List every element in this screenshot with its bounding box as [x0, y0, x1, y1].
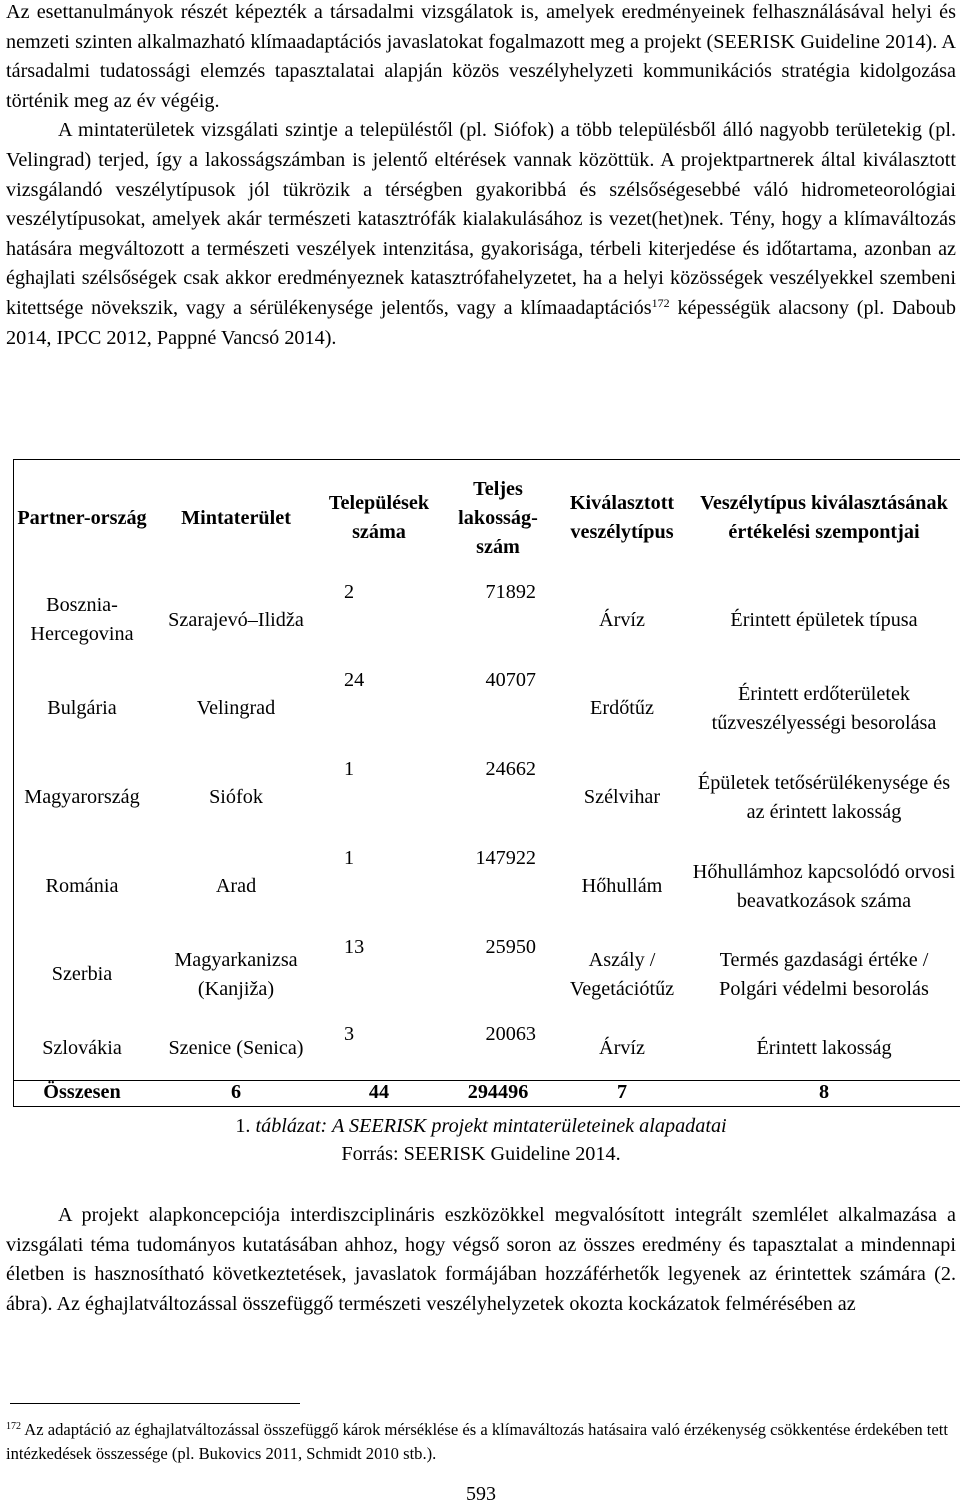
header-population: Teljes lakosság-szám [458, 477, 538, 558]
total-population: 294496 [467, 1081, 529, 1103]
cell-area: Magyarkanizsa (Kanjiža) [174, 948, 298, 1000]
cell-country: Szerbia [51, 963, 113, 985]
cell-settlements: 2 [344, 581, 355, 603]
footnote-separator [10, 1403, 300, 1404]
cell-hazard: Hőhullám [581, 875, 663, 897]
total-hazard: 7 [616, 1081, 628, 1103]
footnote [6, 1418, 956, 1466]
header-area: Mintaterület [181, 506, 291, 529]
table-caption [6, 1112, 956, 1168]
cell-area: Szarajevó–Ilidža [168, 608, 304, 631]
cell-hazard: Szélvihar [583, 786, 661, 808]
body-paragraph-3: A projekt alapkoncepciója interdiszciplináris eszközökkel megvalósított integrált szemlélet alkalmazása a vizsgálati téma tudományos kutatásában ahhoz, hogy végső soron az összes eredmény és tapasztalat a mindennapi életben is hasznosítható következtetések, javaslatok formájában hozzáférhetők legyenek az érintettek számára (2. ábra). Az éghajlatváltozással összefüggő természeti veszélyhelyzetek okozta kockázatok felmérésében az [6, 1204, 956, 1315]
cell-area: Szenice (Senica) [168, 1036, 304, 1059]
cell-hazard: Árvíz [599, 1036, 645, 1059]
header-hazard: Kiválasztott veszélytípus [569, 492, 675, 543]
cell-hazard: Aszály / Vegetációtűz [569, 948, 675, 1000]
caption-number: 1. [235, 1115, 251, 1137]
cell-hazard: Árvíz [599, 608, 645, 631]
table-header-row [8, 460, 958, 576]
cell-country: Magyarország [24, 786, 140, 808]
cell-population: 24662 [485, 758, 536, 780]
table-row [8, 753, 958, 842]
page-number: 593 [466, 1483, 496, 1505]
total-label: Összesen [43, 1081, 121, 1103]
cell-criteria: Hőhullámhoz kapcsolódó orvosi beavatkozások száma [692, 860, 956, 912]
cell-settlements: 13 [344, 936, 365, 958]
cell-criteria: Érintett erdőterületek tűzveszélyességi besorolása [711, 682, 937, 734]
cell-criteria: Termés gazdasági értéke / Polgári védelmi besorolás [719, 948, 929, 1000]
cell-country: Románia [45, 875, 119, 897]
sample-areas-table [8, 460, 958, 1107]
table-row [8, 842, 958, 931]
cell-criteria: Érintett épületek típusa [730, 608, 918, 631]
footnote-reference[interactable]: 172 [651, 295, 670, 310]
cell-area: Velingrad [196, 697, 276, 719]
table-row [8, 664, 958, 753]
table-row [8, 576, 958, 664]
cell-criteria: Érintett lakosság [756, 1036, 892, 1059]
table-row [8, 931, 958, 1018]
caption-source: Forrás: SEERISK Guideline 2014. [341, 1143, 621, 1165]
cell-area: Siófok [209, 786, 263, 808]
cell-area: Arad [215, 875, 257, 897]
cell-population: 147922 [475, 847, 536, 869]
cell-settlements: 3 [344, 1023, 355, 1045]
cell-population: 71892 [485, 581, 536, 603]
header-country: Partner-ország [17, 506, 147, 529]
total-criteria: 8 [818, 1081, 830, 1103]
footnote-text: Az adaptáció az éghajlatváltozással összefüggő károk mérséklése és a klímaváltozás hatásaira való érzékenység csökkentése érdekében tett intézkedések összessége (pl. Bukovics 2011, Schmidt 2010 stb.). [6, 1420, 948, 1463]
body-paragraph-2: A mintaterületek vizsgálati szintje a településtől (pl. Siófok) a több településből álló nagyobb területekig (pl. Velingrad) terjed, így a lakosságszámban is jelentő eltérések vannak közöttük. A projektpartnerek által kiválasztott vizsgálandó veszélytípusok jól tükrözik a térségben gyakoribbá és szélsőségesebbé váló hidrometeorológiai veszélytípusokat, amelyek akár természeti katasztrófák kialakulásához is vezet(het)nek. Tény, hogy a klímaváltozás hatására megváltozott a természeti veszélyek intenzitása, gyakorisága, térbeli kiterjedése és időtartama, azonban az éghajlati szélsőségek csak akkor eredményeznek katasztrófahelyzetet, ha a helyi közösségek veszélyekkel szembeni kitettsége növekszik, vagy a sérülékenysége jelentős, vagy a klímaadaptációs [6, 119, 956, 319]
cell-criteria: Épületek tetősérülékenysége és az érintett lakosság [697, 771, 951, 823]
caption-title: táblázat: A SEERISK projekt mintaterületeinek alapadatai [255, 1115, 727, 1137]
cell-settlements: 1 [344, 847, 355, 869]
cell-country: Szlovákia [42, 1036, 122, 1059]
cell-settlements: 1 [344, 758, 355, 780]
cell-hazard: Erdőtűz [590, 697, 654, 719]
header-criteria: Veszélytípus kiválasztásának értékelési szempontjai [700, 492, 948, 543]
cell-country: Bulgária [47, 697, 117, 719]
body-paragraph-1: Az esettanulmányok részét képezték a társadalmi vizsgálatok is, amelyek eredményeinek felhasználásával helyi és nemzeti szinten alkalmazható klímaadaptációs javaslatokat fogalmazott meg a projekt (SEERISK Guideline 2014). A társadalmi tudatossági elemzés tapasztalatai alapján közös veszélyhelyzeti kommunikációs stratégia kidolgozása történik meg az év végéig. A mintaterületek vizsgálati szintje a településtől (pl. Siófok) a több településből álló nagyobb területekig (pl. Velingrad) terjed, így a lakosságszámban is jelentő eltérések vannak közöttük. A projektpartnerek által kiválasztott vizsgálandó veszélytípusok jól tükrözik a térségben gyakoribbá és szélsőségesebbé váló hidrometeorológiai veszélytípusokat, amelyek akár természeti katasztrófák kialakulásához is vezet(het)nek. Tény, hogy a klímaváltozás hatására megváltozott a természeti veszélyek intenzitása, gyakorisága, térbeli kiterjedése és időtartama, azonban az éghajlati szélsőségek csak akkor eredményeznek katasztrófahelyzetet, ha a helyi közösségek veszélyekkel szembeni kitettsége növekszik, vagy a sérülékenysége jelentős, vagy a klímaadaptációs$^{172}$ képességük alacsony (pl. Daboub 2014, IPCC 2012, Pappné Vancsó 2014). [6, 1, 956, 349]
cell-settlements: 24 [344, 669, 365, 691]
total-area: 6 [230, 1081, 242, 1103]
footnote-number: 172 [6, 1421, 21, 1432]
cell-population: 20063 [485, 1023, 536, 1045]
table-total-row [8, 1078, 958, 1107]
table-row [8, 1018, 958, 1078]
header-settlements: Települések száma [328, 492, 430, 543]
cell-population: 25950 [485, 936, 536, 958]
cell-population: 40707 [485, 669, 536, 691]
total-settlements: 44 [368, 1081, 390, 1103]
cell-country: Bosznia-Hercegovina [30, 594, 134, 645]
